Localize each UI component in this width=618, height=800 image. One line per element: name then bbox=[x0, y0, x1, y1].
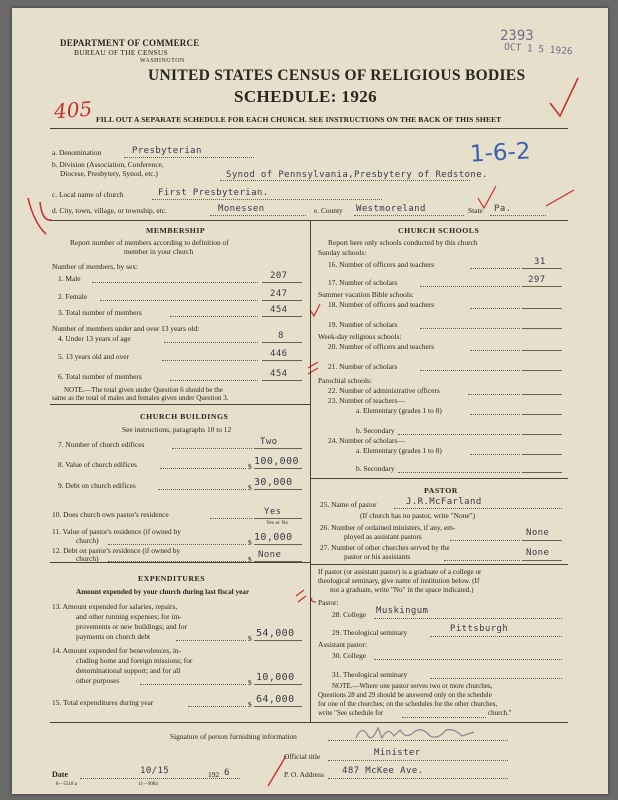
church-name-label: c. Local name of church bbox=[52, 190, 124, 199]
graduate-note-1: If pastor (or assistant pastor) is a graduate of a college or bbox=[318, 568, 482, 576]
q14-line-4: other purposes bbox=[76, 676, 120, 685]
year-digit[interactable]: 6 bbox=[224, 768, 230, 778]
q29-label: 29. Theological seminary bbox=[332, 628, 408, 637]
handwritten-code: 1-6-2 bbox=[469, 138, 532, 168]
city-value[interactable]: Monessen bbox=[218, 204, 265, 214]
denomination-label: a. Denomination bbox=[52, 148, 102, 157]
q2-value[interactable]: 247 bbox=[270, 289, 288, 299]
membership-note-1: NOTE.—The total given under Question 6 should be the bbox=[64, 386, 223, 394]
q16-label: 16. Number of officers and teachers bbox=[328, 260, 435, 269]
q12-value[interactable]: None bbox=[258, 550, 282, 560]
q26-line-2: ployed as assistant pastors bbox=[344, 532, 422, 541]
q19-label: 19. Number of scholars bbox=[328, 320, 398, 329]
q7-label: 7. Number of church edifices bbox=[58, 440, 145, 449]
pastor-note-1: NOTE.—Where one pastor serves two or more churches, bbox=[332, 682, 493, 690]
q15-label: 15. Total expenditures during year bbox=[52, 698, 154, 707]
q6-value[interactable]: 454 bbox=[270, 369, 288, 379]
weekday-schools-heading: Week-day religious schools: bbox=[318, 332, 402, 341]
parochial-schools-heading: Parochial schools: bbox=[318, 376, 372, 385]
q13-dollar: $ bbox=[248, 634, 252, 643]
q29-value[interactable]: Pittsburgh bbox=[450, 624, 509, 634]
q24-label: 24. Number of scholars— bbox=[328, 436, 405, 445]
q8-dollar: $ bbox=[248, 462, 252, 471]
q14-dollar: $ bbox=[248, 678, 252, 687]
q10-hint: Yes or No bbox=[266, 520, 289, 526]
schools-title: CHURCH SCHOOLS bbox=[398, 226, 480, 235]
q28-value[interactable]: Muskingum bbox=[376, 606, 429, 616]
form-code-2: 11—9084 bbox=[138, 782, 158, 787]
graduate-note-3: not a graduate, write "No" in the space indicated.) bbox=[330, 586, 474, 594]
form-code-1: 8—5518 a bbox=[56, 782, 77, 787]
membership-title: MEMBERSHIP bbox=[146, 226, 206, 235]
q27-value[interactable]: None bbox=[526, 548, 550, 558]
pastor-subheading: Pastor: bbox=[318, 598, 339, 607]
q9-value[interactable]: 30,000 bbox=[254, 477, 293, 488]
q11-label-2: church) bbox=[76, 536, 99, 545]
form-title: UNITED STATES CENSUS OF RELIGIOUS BODIES bbox=[148, 67, 526, 84]
expenditures-intro: Amount expended by your church during last fiscal year bbox=[76, 588, 250, 596]
signature-scrawl[interactable] bbox=[352, 722, 482, 744]
census-form bbox=[12, 8, 608, 794]
sunday-schools-heading: Sunday schools: bbox=[318, 248, 367, 257]
q11-dollar: $ bbox=[248, 538, 252, 547]
q9-label: 9. Debt on church edifices bbox=[58, 481, 136, 490]
q13-line-1: 13. Amount expended for salaries, repairs, bbox=[52, 602, 178, 611]
q10-value[interactable]: Yes bbox=[264, 507, 282, 517]
q12-dollar: $ bbox=[248, 555, 252, 564]
pastor-note-5: church." bbox=[488, 709, 512, 717]
city-heading: WASHINGTON bbox=[140, 58, 185, 64]
q14-line-1: 14. Amount expended for benevolences, in- bbox=[52, 646, 182, 655]
q26-line-1: 26. Number of ordained ministers, if any, em- bbox=[320, 523, 456, 532]
assistant-pastor-subheading: Assistant pastor: bbox=[318, 640, 368, 649]
year-prefix: 192 bbox=[208, 770, 220, 779]
county-label: e. County bbox=[314, 206, 343, 215]
q13-value[interactable]: 54,000 bbox=[256, 628, 295, 639]
q2-label: 2. Female bbox=[58, 292, 88, 301]
handwritten-number: 405 bbox=[53, 96, 93, 124]
buildings-title: CHURCH BUILDINGS bbox=[140, 412, 229, 421]
graduate-note-2: theological seminary, give name of institution below. (If bbox=[318, 577, 480, 585]
q27-line-1: 27. Number of other churches served by the bbox=[320, 543, 450, 552]
division-label-2: Diocese, Presbytery, Synod, etc.) bbox=[60, 169, 158, 178]
q8-value[interactable]: 100,000 bbox=[254, 456, 299, 467]
pastor-note-3: for one of the churches; on the schedules for the other churches, bbox=[318, 700, 498, 708]
q24a-label: a. Elementary (grades 1 to 8) bbox=[356, 446, 442, 455]
date-label: Date bbox=[52, 770, 68, 779]
address-value[interactable]: 487 McKee Ave. bbox=[342, 766, 424, 776]
membership-note-2: same as the total of males and females given under Question 3. bbox=[52, 394, 229, 402]
q3-value[interactable]: 454 bbox=[270, 305, 288, 315]
stamp-number: 2393 bbox=[500, 28, 534, 44]
division-value[interactable]: Synod of Pennsylvania,Presbytery of Redstone. bbox=[226, 170, 488, 180]
q28-label: 28. College bbox=[332, 610, 367, 619]
state-label: State bbox=[468, 206, 483, 215]
stamp-date: OCT 1 5 1926 bbox=[503, 41, 573, 58]
summer-schools-heading: Summer vacation Bible schools: bbox=[318, 290, 414, 299]
official-title-label: Official title bbox=[284, 752, 321, 761]
denomination-value[interactable]: Presbyterian bbox=[132, 146, 202, 156]
membership-intro-2: member in your church bbox=[124, 247, 194, 256]
q11-value[interactable]: 10,000 bbox=[254, 532, 293, 543]
pastor-note-2: Questions 28 and 29 should be answered only on the schedule bbox=[318, 691, 492, 699]
q5-label: 5. 13 years old and over bbox=[58, 352, 130, 361]
q12-label-2: church) bbox=[76, 554, 99, 563]
date-value[interactable]: 10/15 bbox=[140, 766, 170, 776]
membership-intro-1: Report number of members according to definition of bbox=[70, 238, 229, 247]
buildings-intro: See instructions, paragraphs 10 to 12 bbox=[122, 425, 232, 434]
q15-value[interactable]: 64,000 bbox=[256, 694, 295, 705]
q20-label: 20. Number of officers and teachers bbox=[328, 342, 435, 351]
q18-label: 18. Number of officers and teachers bbox=[328, 300, 435, 309]
county-value[interactable]: Westmoreland bbox=[356, 204, 426, 214]
q14-line-2: cluding home and foreign missions; for bbox=[76, 656, 193, 665]
city-label: d. City, town, village, or township, etc. bbox=[52, 206, 167, 215]
q4-label: 4. Under 13 years of age bbox=[58, 334, 131, 343]
schedule-title: SCHEDULE: 1926 bbox=[234, 87, 378, 106]
pastor-note-4: write "See schedule for bbox=[318, 709, 384, 717]
q8-label: 8. Value of church edifices bbox=[58, 460, 137, 469]
q21-label: 21. Number of scholars bbox=[328, 362, 398, 371]
official-title-value[interactable]: Minister bbox=[374, 748, 421, 758]
state-value[interactable]: Pa. bbox=[494, 204, 512, 214]
q12-label-1: 12. Debt on pastor's residence (if owned by bbox=[52, 546, 181, 555]
address-label: P. O. Address bbox=[284, 770, 324, 779]
q23-label: 23. Number of teachers— bbox=[328, 396, 405, 405]
pastor-title: PASTOR bbox=[424, 486, 458, 495]
q7-value[interactable]: Two bbox=[260, 437, 278, 447]
q17-label: 17. Number of scholars bbox=[328, 278, 398, 287]
q31-label: 31. Theological seminary bbox=[332, 670, 408, 679]
membership-by-age: Number of members under and over 13 years old: bbox=[52, 324, 200, 333]
q5-value[interactable]: 446 bbox=[270, 349, 288, 359]
q4-value[interactable]: 8 bbox=[278, 331, 284, 341]
q1-value[interactable]: 207 bbox=[270, 271, 288, 281]
q25-label: 25. Name of pastor bbox=[320, 500, 377, 509]
q10-label: 10. Does church own pastor's residence bbox=[52, 510, 169, 519]
q17-value[interactable]: 297 bbox=[528, 275, 546, 285]
q22-label: 22. Number of administrative officers bbox=[328, 386, 440, 395]
q13-line-2: and other running expenses; for im- bbox=[76, 612, 182, 621]
q26-value[interactable]: None bbox=[526, 528, 550, 538]
q13-line-3: provements or new buildings; and for bbox=[76, 622, 188, 631]
division-label-1: b. Division (Association, Conference, bbox=[52, 160, 164, 169]
q23b-label: b. Secondary bbox=[356, 426, 395, 435]
q6-label: 6. Total number of members bbox=[58, 372, 142, 381]
q1-label: 1. Male bbox=[58, 274, 81, 283]
q9-dollar: $ bbox=[248, 483, 252, 492]
q16-value[interactable]: 31 bbox=[534, 257, 546, 267]
q11-label-1: 11. Value of pastor's residence (if owned by bbox=[52, 527, 181, 536]
expenditures-title: EXPENDITURES bbox=[138, 574, 206, 583]
bureau-heading: BUREAU OF THE CENSUS bbox=[74, 48, 168, 57]
schools-intro: Report here only schools conducted by this church bbox=[328, 238, 478, 247]
q23a-label: a. Elementary (grades 1 to 8) bbox=[356, 406, 442, 415]
q25-hint: (If church has no pastor, write "None") bbox=[360, 511, 476, 520]
q14-value[interactable]: 10,000 bbox=[256, 672, 295, 683]
signature-label: Signature of person furnishing information bbox=[170, 732, 297, 741]
q24b-label: b. Secondary bbox=[356, 464, 395, 473]
q13-line-4: payments on church debt bbox=[76, 632, 151, 641]
q27-line-2: pastor or his assistants bbox=[344, 552, 411, 561]
q14-line-3: denominational support; and for all bbox=[76, 666, 181, 675]
church-name-value[interactable]: First Presbyterian. bbox=[158, 188, 269, 198]
q3-label: 3. Total number of members bbox=[58, 308, 142, 317]
dept-heading: DEPARTMENT OF COMMERCE bbox=[60, 38, 200, 48]
instruction-line: FILL OUT A SEPARATE SCHEDULE FOR EACH CHURCH. SEE INSTRUCTIONS ON THE BACK OF THIS SHEET bbox=[96, 115, 502, 124]
q30-label: 30. College bbox=[332, 651, 367, 660]
membership-by-sex: Number of members, by sex: bbox=[52, 262, 138, 271]
q25-value[interactable]: J.R.McFarland bbox=[406, 497, 482, 507]
q15-dollar: $ bbox=[248, 700, 252, 709]
